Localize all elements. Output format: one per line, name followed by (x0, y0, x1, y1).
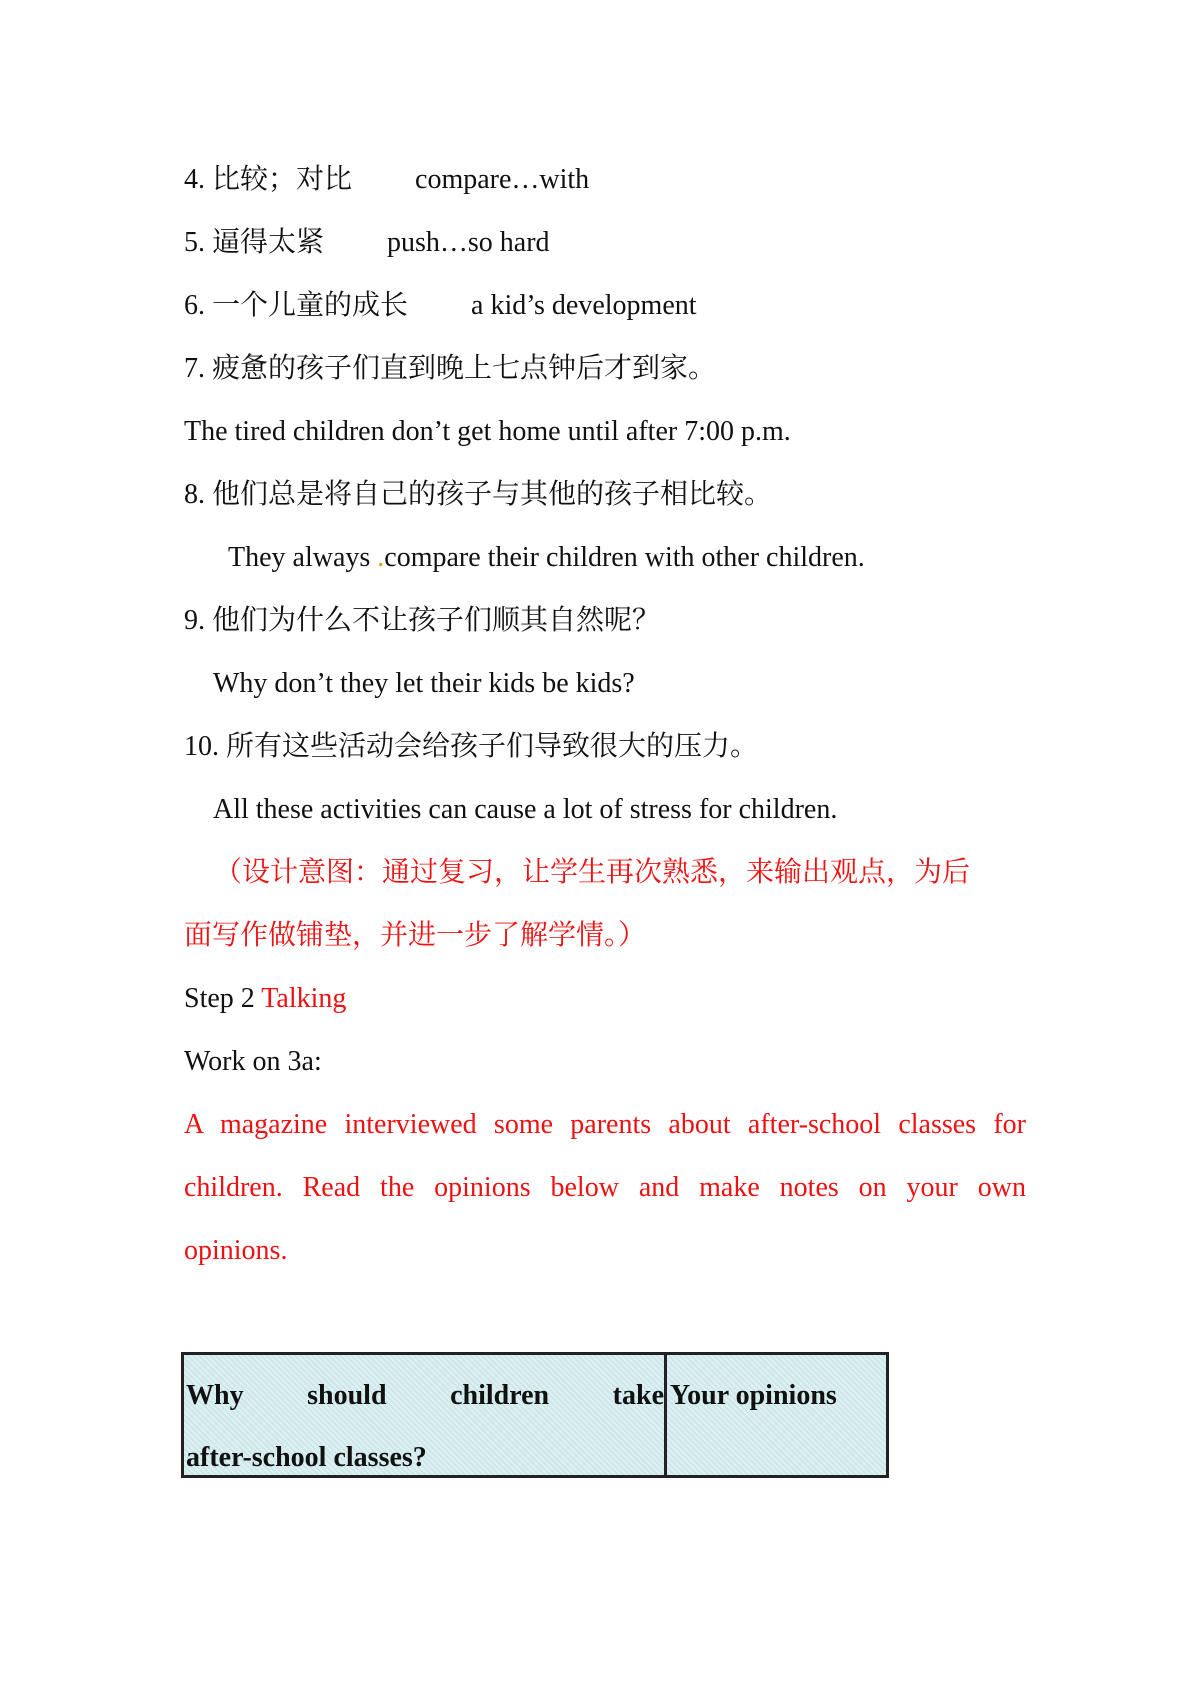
header-line-2: after-school classes? (186, 1442, 427, 1473)
instruction-line-3: opinions. (184, 1235, 288, 1266)
vocab-item-5 (184, 225, 550, 261)
sentence-9-chinese (184, 603, 660, 639)
table-column-divider (664, 1355, 667, 1475)
item-number: 9. (184, 605, 205, 636)
item-number: 8. (184, 479, 205, 510)
english-phrase: compare…with (415, 164, 590, 195)
step-2-heading (184, 981, 346, 1017)
sentence-8-english (228, 540, 865, 576)
step-title: Talking (261, 983, 347, 1014)
vocab-item-6 (184, 288, 697, 324)
design-intent-line-1: （设计意图：通过复习，让学生再次熟悉，来输出观点，为后 (214, 857, 971, 888)
instruction-line-2: children. Read the opinions below and make notes on your own (184, 1172, 1026, 1203)
sentence-8-chinese (184, 477, 772, 513)
sentence-9-english: Why don’t they let their kids be kids? (213, 668, 635, 699)
table-header-your-opinions: Your opinions (670, 1380, 837, 1411)
work-on-label: Work on 3a: (184, 1046, 322, 1077)
design-intent-line-2: 面写作做铺垫，并进一步了解学情。） (184, 920, 647, 951)
chinese-sentence: 他们总是将自己的孩子与其他的孩子相比较。 (212, 479, 773, 510)
table-header-why (186, 1365, 664, 1489)
instruction-line-1: A magazine interviewed some parents about after-school classes for (184, 1109, 1026, 1140)
item-number: 10. (184, 731, 219, 762)
text-marker: . (377, 542, 385, 573)
item-number: 7. (184, 353, 205, 384)
chinese-phrase: 比较；对比 (212, 164, 353, 195)
header-line-1: Why should children take (186, 1380, 664, 1411)
vocab-item-4 (184, 162, 589, 198)
english-phrase: a kid’s development (471, 290, 697, 321)
step-label: Step 2 (184, 983, 255, 1014)
sentence-10-english: All these activities can cause a lot of stress for children. (213, 794, 838, 825)
opinions-table (181, 1352, 889, 1478)
chinese-sentence: 他们为什么不让孩子们顺其自然呢？ (212, 605, 661, 636)
sentence-7-english: The tired children don’t get home until after 7:00 p.m. (184, 416, 791, 447)
item-number: 4. (184, 164, 205, 195)
english-part-2: compare their children with other children. (384, 542, 865, 573)
item-number: 6. (184, 290, 205, 321)
chinese-phrase: 逼得太紧 (212, 227, 325, 258)
english-part-1: They always (228, 542, 371, 573)
chinese-phrase: 一个儿童的成长 (212, 290, 409, 321)
english-phrase: push…so hard (387, 227, 550, 258)
item-number: 5. (184, 227, 205, 258)
sentence-10-chinese (184, 729, 758, 765)
chinese-sentence: 疲惫的孩子们直到晚上七点钟后才到家。 (212, 353, 717, 384)
chinese-sentence: 所有这些活动会给孩子们导致很大的压力。 (226, 731, 759, 762)
sentence-7-chinese (184, 351, 716, 387)
